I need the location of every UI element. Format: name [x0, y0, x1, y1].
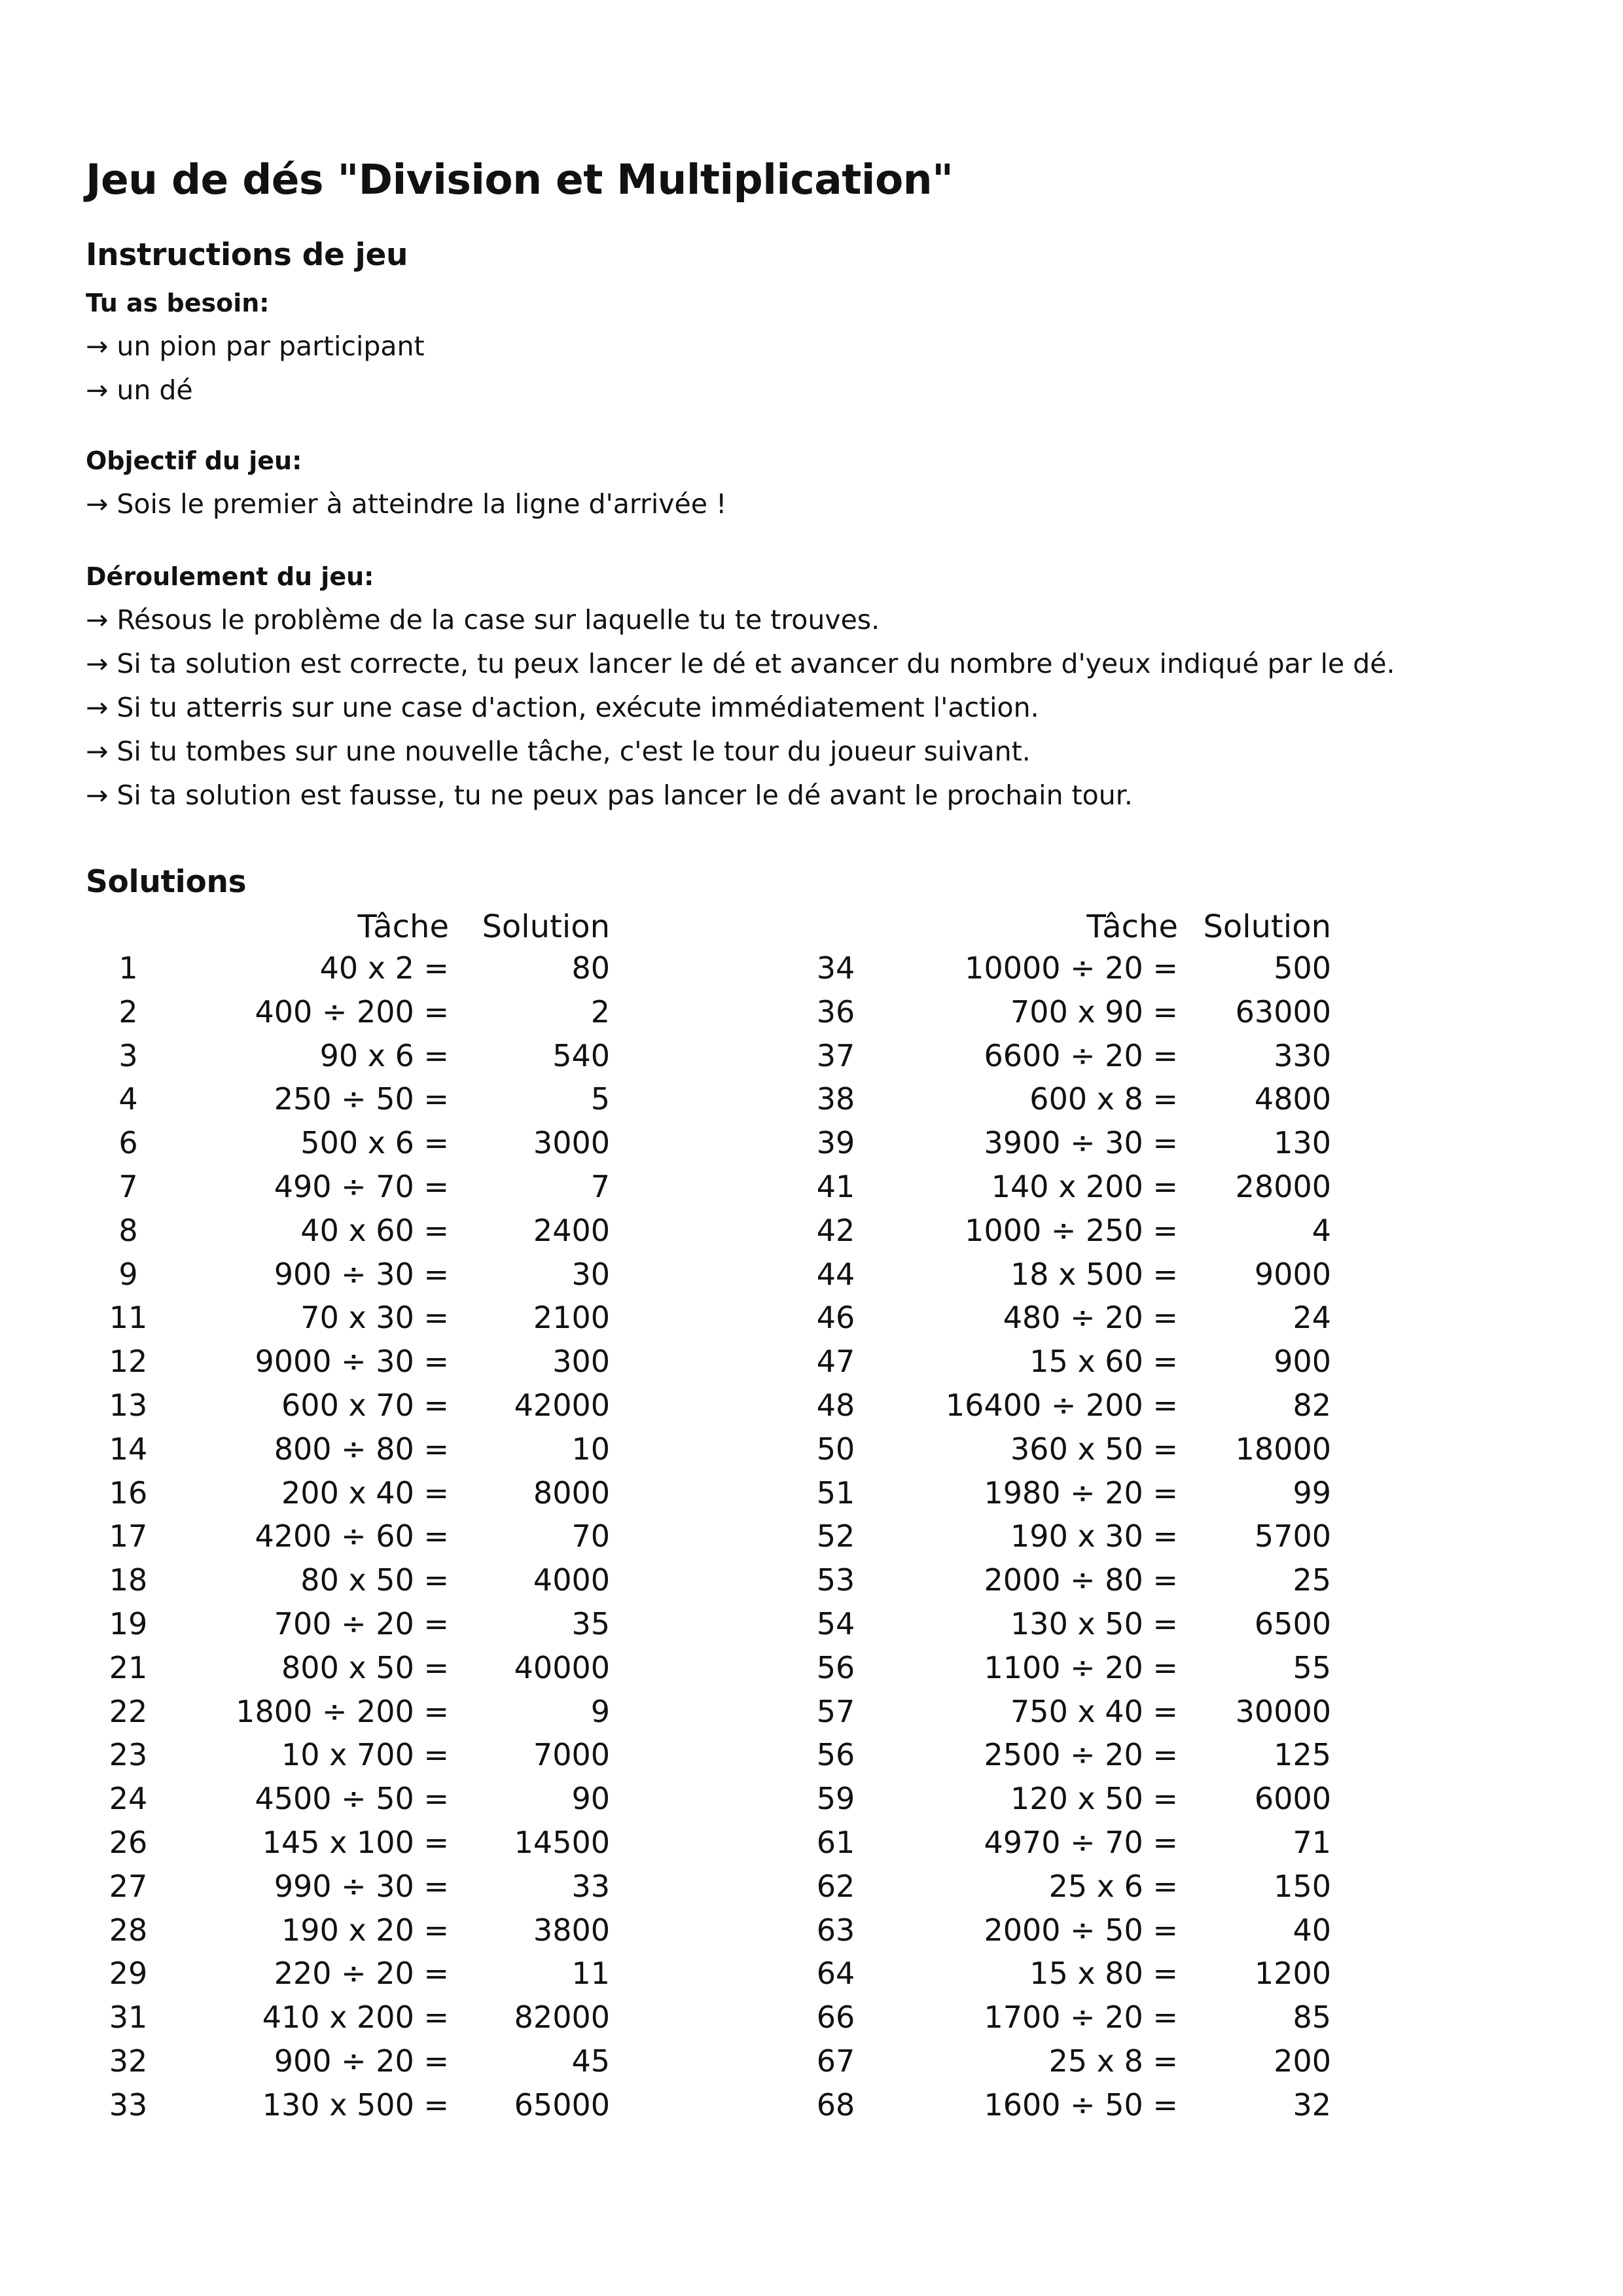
task-cell: 145 x 100 =	[262, 1825, 449, 1860]
goal-item: → Sois le premier à atteindre la ligne d'arrivée !	[86, 488, 727, 520]
task-cell: 130 x 500 =	[262, 2087, 449, 2123]
solution-cell: 32	[1293, 2087, 1331, 2123]
row-number: 12	[109, 1344, 148, 1379]
solution-cell: 40000	[514, 1650, 610, 1685]
row-number: 39	[816, 1125, 855, 1160]
solution-header: Solution	[482, 908, 610, 945]
solution-cell: 65000	[514, 2087, 610, 2123]
task-cell: 120 x 50 =	[1010, 1781, 1178, 1816]
task-cell: 25 x 8 =	[1048, 2043, 1178, 2079]
page-title: Jeu de dés "Division et Multiplication"	[86, 156, 954, 204]
solution-cell: 5	[590, 1081, 610, 1117]
task-cell: 990 ÷ 30 =	[274, 1869, 449, 1904]
row-number: 6	[118, 1125, 138, 1160]
solution-cell: 99	[1293, 1475, 1331, 1511]
task-cell: 250 ÷ 50 =	[274, 1081, 449, 1117]
solution-cell: 9000	[1254, 1257, 1331, 1292]
task-cell: 700 x 90 =	[1010, 994, 1178, 1030]
row-number: 37	[816, 1038, 855, 1073]
solution-cell: 85	[1293, 2000, 1331, 2035]
task-header: Tâche	[357, 908, 449, 945]
solution-cell: 7	[590, 1169, 610, 1204]
row-number: 21	[109, 1650, 148, 1685]
solution-cell: 3000	[533, 1125, 610, 1160]
solution-cell: 30	[571, 1257, 610, 1292]
task-cell: 700 ÷ 20 =	[274, 1606, 449, 1641]
row-number: 31	[109, 2000, 148, 2035]
solution-cell: 40	[1293, 1912, 1331, 1948]
row-number: 63	[816, 1912, 855, 1948]
needs-label: Tu as besoin:	[86, 289, 270, 317]
solution-cell: 540	[552, 1038, 610, 1073]
solution-cell: 24	[1293, 1300, 1331, 1335]
row-number: 4	[118, 1081, 138, 1117]
solution-cell: 2	[590, 994, 610, 1030]
needs-item: → un pion par participant	[86, 331, 425, 362]
row-number: 46	[816, 1300, 855, 1335]
solution-cell: 125	[1274, 1737, 1331, 1772]
solution-cell: 4800	[1254, 1081, 1331, 1117]
solution-cell: 42000	[514, 1388, 610, 1423]
task-cell: 1600 ÷ 50 =	[984, 2087, 1178, 2123]
task-cell: 800 x 50 =	[281, 1650, 449, 1685]
task-cell: 4200 ÷ 60 =	[255, 1518, 449, 1554]
solution-cell: 4000	[533, 1562, 610, 1598]
step-item: → Si ta solution est correcte, tu peux lancer le dé et avancer du nombre d'yeux indiqué par le dé.	[86, 648, 1395, 679]
row-number: 19	[109, 1606, 148, 1641]
solution-cell: 4	[1311, 1213, 1331, 1248]
task-cell: 190 x 20 =	[281, 1912, 449, 1948]
solution-cell: 500	[1274, 950, 1331, 986]
row-number: 3	[118, 1038, 138, 1073]
row-number: 56	[816, 1650, 855, 1685]
row-number: 7	[118, 1169, 138, 1204]
needs-item: → un dé	[86, 374, 193, 406]
task-cell: 3900 ÷ 30 =	[984, 1125, 1178, 1160]
task-cell: 2000 ÷ 80 =	[984, 1562, 1178, 1598]
solution-cell: 900	[1274, 1344, 1331, 1379]
task-cell: 15 x 60 =	[1029, 1344, 1178, 1379]
row-number: 47	[816, 1344, 855, 1379]
row-number: 14	[109, 1431, 148, 1467]
task-cell: 1700 ÷ 20 =	[984, 2000, 1178, 2035]
task-cell: 9000 ÷ 30 =	[255, 1344, 449, 1379]
solution-cell: 35	[571, 1606, 610, 1641]
task-cell: 490 ÷ 70 =	[274, 1169, 449, 1204]
row-number: 61	[816, 1825, 855, 1860]
row-number: 9	[118, 1257, 138, 1292]
row-number: 24	[109, 1781, 148, 1816]
solution-cell: 55	[1293, 1650, 1331, 1685]
solution-cell: 82	[1293, 1388, 1331, 1423]
row-number: 68	[816, 2087, 855, 2123]
solution-cell: 25	[1293, 1562, 1331, 1598]
solution-cell: 9	[590, 1694, 610, 1729]
row-number: 26	[109, 1825, 148, 1860]
row-number: 53	[816, 1562, 855, 1598]
solution-cell: 33	[571, 1869, 610, 1904]
row-number: 13	[109, 1388, 148, 1423]
task-cell: 220 ÷ 20 =	[274, 1956, 449, 1991]
solution-cell: 28000	[1235, 1169, 1331, 1204]
task-cell: 410 x 200 =	[262, 2000, 449, 2035]
solution-cell: 90	[571, 1781, 610, 1816]
row-number: 22	[109, 1694, 148, 1729]
solution-cell: 130	[1274, 1125, 1331, 1160]
task-cell: 360 x 50 =	[1010, 1431, 1178, 1467]
task-cell: 18 x 500 =	[1010, 1257, 1178, 1292]
row-number: 54	[816, 1606, 855, 1641]
task-cell: 190 x 30 =	[1010, 1518, 1178, 1554]
task-cell: 70 x 30 =	[300, 1300, 449, 1335]
solution-cell: 6000	[1254, 1781, 1331, 1816]
row-number: 23	[109, 1737, 148, 1772]
row-number: 16	[109, 1475, 148, 1511]
task-cell: 200 x 40 =	[281, 1475, 449, 1511]
goal-label: Objectif du jeu:	[86, 446, 302, 475]
row-number: 64	[816, 1956, 855, 1991]
row-number: 11	[109, 1300, 148, 1335]
row-number: 66	[816, 2000, 855, 2035]
solution-cell: 6500	[1254, 1606, 1331, 1641]
solutions-heading: Solutions	[86, 864, 247, 900]
task-cell: 2000 ÷ 50 =	[984, 1912, 1178, 1948]
solution-cell: 80	[571, 950, 610, 986]
solution-cell: 14500	[514, 1825, 610, 1860]
task-cell: 1000 ÷ 250 =	[965, 1213, 1178, 1248]
solution-cell: 330	[1274, 1038, 1331, 1073]
row-number: 2	[118, 994, 138, 1030]
task-cell: 750 x 40 =	[1010, 1694, 1178, 1729]
solution-cell: 30000	[1235, 1694, 1331, 1729]
task-cell: 4500 ÷ 50 =	[255, 1781, 449, 1816]
step-item: → Si ta solution est fausse, tu ne peux pas lancer le dé avant le prochain tour.	[86, 780, 1133, 811]
task-cell: 80 x 50 =	[300, 1562, 449, 1598]
row-number: 17	[109, 1518, 148, 1554]
solution-cell: 71	[1293, 1825, 1331, 1860]
task-header: Tâche	[1086, 908, 1178, 945]
solution-cell: 3800	[533, 1912, 610, 1948]
solution-cell: 1200	[1254, 1956, 1331, 1991]
task-cell: 1800 ÷ 200 =	[236, 1694, 449, 1729]
step-item: → Si tu atterris sur une case d'action, exécute immédiatement l'action.	[86, 692, 1039, 723]
task-cell: 6600 ÷ 20 =	[984, 1038, 1178, 1073]
task-cell: 1100 ÷ 20 =	[984, 1650, 1178, 1685]
solution-cell: 45	[571, 2043, 610, 2079]
solution-cell: 82000	[514, 2000, 610, 2035]
row-number: 48	[816, 1388, 855, 1423]
task-cell: 140 x 200 =	[991, 1169, 1178, 1204]
row-number: 57	[816, 1694, 855, 1729]
row-number: 50	[816, 1431, 855, 1467]
task-cell: 16400 ÷ 200 =	[945, 1388, 1178, 1423]
solution-cell: 70	[571, 1518, 610, 1554]
row-number: 29	[109, 1956, 148, 1991]
row-number: 62	[816, 1869, 855, 1904]
solution-cell: 10	[571, 1431, 610, 1467]
task-cell: 1980 ÷ 20 =	[984, 1475, 1178, 1511]
step-item: → Résous le problème de la case sur laquelle tu te trouves.	[86, 604, 880, 636]
row-number: 34	[816, 950, 855, 986]
row-number: 32	[109, 2043, 148, 2079]
task-cell: 15 x 80 =	[1029, 1956, 1178, 1991]
row-number: 56	[816, 1737, 855, 1772]
solution-cell: 5700	[1254, 1518, 1331, 1554]
instructions-heading: Instructions de jeu	[86, 237, 408, 273]
solution-cell: 200	[1274, 2043, 1331, 2079]
steps-label: Déroulement du jeu:	[86, 562, 374, 591]
row-number: 8	[118, 1213, 138, 1248]
row-number: 38	[816, 1081, 855, 1117]
row-number: 36	[816, 994, 855, 1030]
row-number: 67	[816, 2043, 855, 2079]
row-number: 59	[816, 1781, 855, 1816]
row-number: 41	[816, 1169, 855, 1204]
task-cell: 600 x 70 =	[281, 1388, 449, 1423]
solution-cell: 11	[571, 1956, 610, 1991]
task-cell: 900 ÷ 20 =	[274, 2043, 449, 2079]
task-cell: 25 x 6 =	[1048, 1869, 1178, 1904]
row-number: 52	[816, 1518, 855, 1554]
task-cell: 10000 ÷ 20 =	[965, 950, 1178, 986]
task-cell: 40 x 2 =	[319, 950, 449, 986]
row-number: 28	[109, 1912, 148, 1948]
row-number: 51	[816, 1475, 855, 1511]
task-cell: 10 x 700 =	[281, 1737, 449, 1772]
task-cell: 600 x 8 =	[1029, 1081, 1178, 1117]
row-number: 42	[816, 1213, 855, 1248]
solution-cell: 7000	[533, 1737, 610, 1772]
row-number: 33	[109, 2087, 148, 2123]
row-number: 1	[118, 950, 138, 986]
task-cell: 2500 ÷ 20 =	[984, 1737, 1178, 1772]
task-cell: 900 ÷ 30 =	[274, 1257, 449, 1292]
solution-cell: 18000	[1235, 1431, 1331, 1467]
row-number: 18	[109, 1562, 148, 1598]
task-cell: 400 ÷ 200 =	[255, 994, 449, 1030]
task-cell: 480 ÷ 20 =	[1003, 1300, 1178, 1335]
task-cell: 40 x 60 =	[300, 1213, 449, 1248]
solution-cell: 2400	[533, 1213, 610, 1248]
solution-cell: 150	[1274, 1869, 1331, 1904]
task-cell: 500 x 6 =	[300, 1125, 449, 1160]
solution-cell: 8000	[533, 1475, 610, 1511]
solution-header: Solution	[1203, 908, 1331, 945]
row-number: 27	[109, 1869, 148, 1904]
solution-cell: 2100	[533, 1300, 610, 1335]
task-cell: 130 x 50 =	[1010, 1606, 1178, 1641]
solution-cell: 63000	[1235, 994, 1331, 1030]
task-cell: 4970 ÷ 70 =	[984, 1825, 1178, 1860]
solution-cell: 300	[552, 1344, 610, 1379]
step-item: → Si tu tombes sur une nouvelle tâche, c'est le tour du joueur suivant.	[86, 736, 1031, 767]
task-cell: 800 ÷ 80 =	[274, 1431, 449, 1467]
task-cell: 90 x 6 =	[319, 1038, 449, 1073]
row-number: 44	[816, 1257, 855, 1292]
